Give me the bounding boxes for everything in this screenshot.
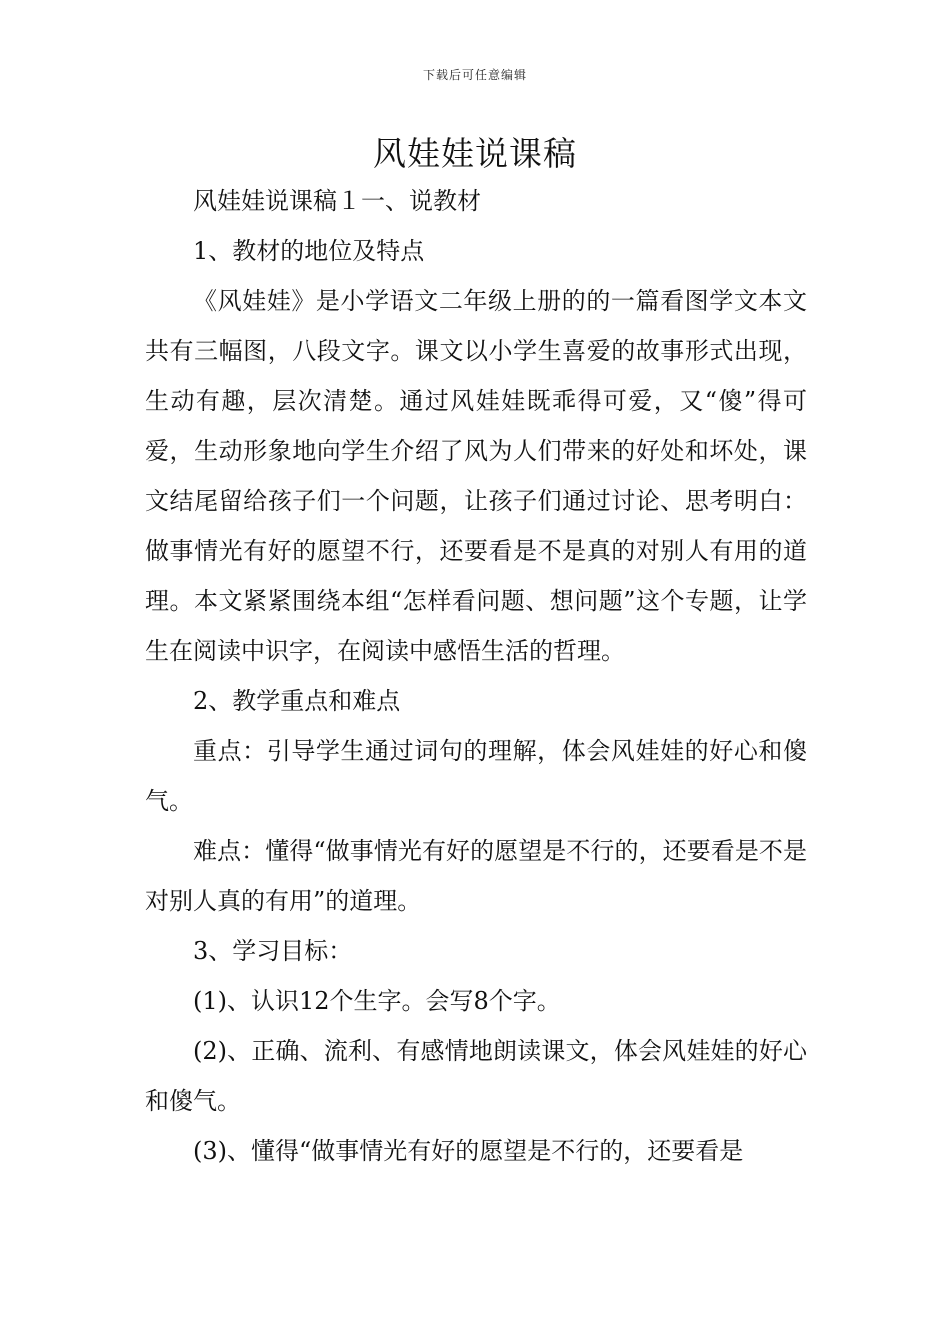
paragraph-subheading-3: 3、学习目标： <box>193 937 353 965</box>
paragraph-goal-1: (1)、认识12个生字。会写8个字。 <box>193 987 561 1015</box>
document-title: 风娃娃说课稿 <box>373 134 577 173</box>
paragraph-text-intro: 《风娃娃》是小学语文二年级上册的的一篇看图学文本文共有三幅图，八段文字。课文以小学生喜爱的故事形式出现，生动有趣，层次清楚。通过风娃娃既乖得可爱，又“傻”得可爱，生动形象地向学生介绍了风为人们带来的好处和坏处，课文结尾留给孩子们一个问题，让孩子们通过讨论、思考明白：做事情光有好的愿望不行，还要看是不是真的对别人有用的道理。本文紧紧围绕本组“怎样看问题、想问题”这个专题，让学生在阅读中识字，在阅读中感悟生活的哲理。 <box>145 287 807 665</box>
document-body <box>145 176 807 1176</box>
paragraph-subheading-2: 2、教学重点和难点 <box>193 687 401 715</box>
paragraph-goal-2: (2)、正确、流利、有感情地朗读课文，体会风娃娃的好心和傻气。 <box>145 1037 807 1115</box>
paragraph-subheading-1: 1、教材的地位及特点 <box>193 237 425 265</box>
header-note: 下载后可任意编辑 <box>422 68 527 82</box>
paragraph-key-point: 重点：引导学生通过词句的理解，体会风娃娃的好心和傻气。 <box>145 737 807 815</box>
paragraph-difficulty: 难点：懂得“做事情光有好的愿望是不行的，还要看是不是对别人真的有用”的道理。 <box>145 837 807 915</box>
paragraph-section-heading: 风娃娃说课稿１一、说教材 <box>193 187 481 215</box>
paragraph-goal-3: (3)、懂得“做事情光有好的愿望是不行的，还要看是 <box>193 1137 744 1165</box>
